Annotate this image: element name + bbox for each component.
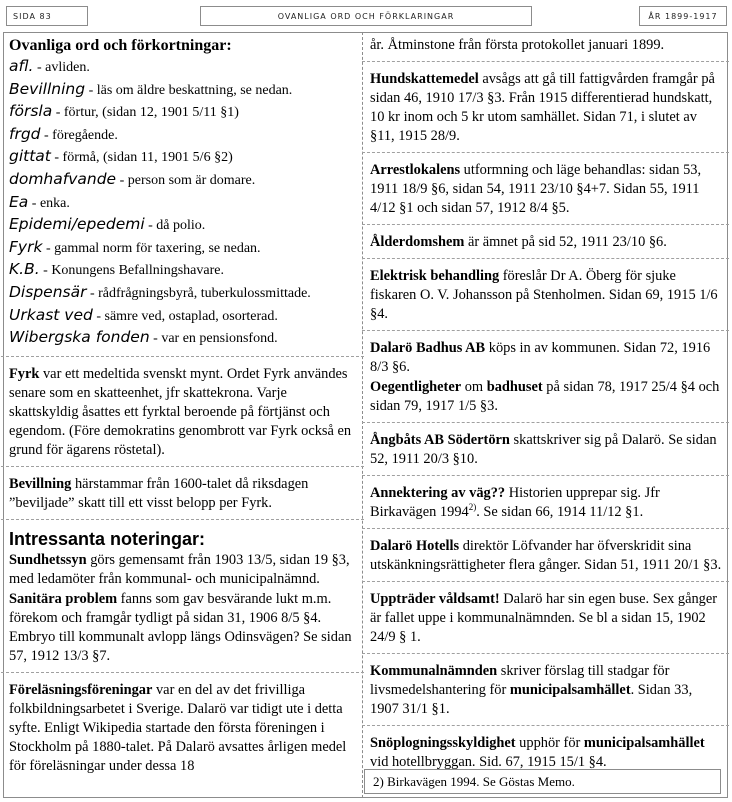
alderdomshem-text: är ämnet på sid 52, 1911 23/10 §6. (464, 234, 667, 250)
snoplogning-paragraph (370, 734, 722, 772)
annektering-paragraph (370, 484, 722, 522)
vocab-definition: - person som är domare. (116, 172, 256, 188)
vocab-heading: Ovanliga ord och förkortningar: (9, 37, 232, 54)
vocab-definition: - gammal norm för taxering, se nedan. (42, 240, 261, 256)
badhus-text: köps in av kommunen. Sidan 72, 1916 8/3 §6. (370, 340, 711, 375)
year-range-box (639, 6, 727, 26)
bevillning-term: Bevillning (9, 475, 72, 492)
vocab-definition: - förtur, (sidan 12, 1901 5/11 §1) (52, 105, 239, 121)
snoplogning-text: upphör för (515, 735, 584, 751)
sanitara-text: fanns som gav besvärande lukt m.m. förekom och framgår tydligt på sidan 31, 1906 8/5 §4. Embryo till kommunalt avlopp längs Odinsvägen? Se sidan 57, 1912 13/3 §7. (9, 590, 352, 664)
vocab-definition: - Konungens Befallningshavare. (39, 263, 224, 279)
vocab-item (9, 101, 357, 124)
vocab-term: Bevillning (9, 79, 86, 98)
bevillning-paragraph (9, 475, 357, 513)
sundhetssyn-paragraph (9, 551, 357, 589)
vocab-item (9, 192, 357, 215)
arrest-paragraph (370, 161, 722, 218)
fyrk-text: var ett medeltida svenskt mynt. Ordet Fyrk användes senare som en skatteenhet, jfr skattekrona. Varje skattskyldig åsattes ett fyrktal beroende på förtjänst och egendom. (Före demokratins genombrott var Fyrk också en grund för ägarens röstetal). (9, 365, 352, 458)
vocab-item (9, 214, 357, 237)
column-divider (362, 32, 363, 798)
vocab-term: domhafvande (9, 169, 117, 188)
vocab-list (9, 56, 357, 350)
vocab-definition: - sämre ved, ostaplad, osorterad. (92, 308, 278, 324)
page-number-box (6, 6, 88, 26)
separator (362, 224, 729, 225)
sundhetssyn-term: Sundhetssyn (9, 551, 87, 568)
separator (1, 519, 364, 520)
footnote-ref: 2) (468, 502, 477, 513)
vocab-item (9, 237, 357, 260)
oegentligheter-paragraph (370, 378, 722, 416)
vocab-definition: - då polio. (144, 218, 206, 234)
separator (362, 61, 729, 62)
angbat-paragraph (370, 431, 722, 469)
page-number: SIDA 83 (13, 11, 52, 21)
vocab-term: afl. (9, 57, 34, 75)
forelasning-paragraph (9, 681, 357, 776)
snoplogning-text-2: vid hotellbryggan. Sid. 67, 1915 15/1 §4. (370, 754, 607, 770)
vocab-item (9, 282, 357, 305)
vocab-definition: - avliden. (33, 60, 90, 75)
separator (362, 528, 729, 529)
continuation-paragraph (370, 36, 722, 55)
hundskatt-text: avsågs att gå till fattigvården framgår på sidan 46, 1910 17/3 §3. Från 1915 differentierad hundskatt, 10 kr inom och 5 kr utom samhället. Sidan 71, i slutet av §11, 1915 28/9. (370, 71, 715, 144)
oegentligheter-connector: om (461, 379, 487, 395)
continuation-text: år. Åtminstone från första protokollet januari 1899. (370, 37, 665, 53)
kommunalnamnden-paragraph (370, 662, 722, 719)
kommunalnamnden-text: skriver förslag till stadgar för livsmedelshantering för (370, 663, 670, 698)
vocab-item (9, 124, 357, 147)
separator (1, 672, 364, 673)
forelasning-text: var en del av det frivilliga folkbildningsarbetet i Sverige. Dalarö var tidigt ute i detta syfte. Enligt Wikipedia startade den första föreningen i Stockholm på 1880-talet. På Dalarö avsattes årligen medel för föreläsningar under dessa 18 (9, 681, 347, 774)
vocab-term: Epidemi/epedemi (9, 215, 145, 234)
kommunalnamnden-term: Kommunalnämnden (370, 663, 498, 679)
vocab-term: frgd (9, 124, 41, 143)
sundhetssyn-text: görs gemensamt från 1903 13/5, sidan 19 §3, med ledamöter från kommunal- och municipalnämnd. (9, 551, 350, 587)
page-title-box (200, 6, 532, 26)
separator (362, 422, 729, 423)
vocab-item (9, 305, 357, 328)
vocab-definition: - enka. (28, 195, 70, 211)
badhus-paragraph (370, 339, 722, 377)
kommunalnamnden-term-2: municipalsamhället (509, 682, 631, 698)
vocab-definition: - läs om äldre beskattning, se nedan. (85, 82, 293, 98)
arrest-term: Arrestlokalens (370, 162, 461, 178)
uppträder-paragraph (370, 590, 722, 647)
separator (1, 466, 364, 467)
sanitara-paragraph (9, 590, 357, 666)
annektering-term: Annektering av väg?? (370, 485, 506, 501)
snoplogning-term: Snöplogningsskyldighet (370, 735, 516, 751)
page-title: OVANLIGA ORD OCH FÖRKLARINGAR (277, 11, 455, 21)
hundskatt-paragraph (370, 70, 722, 146)
vocab-definition: - var en pensionsfond. (149, 331, 278, 347)
kommunalnamnden-text-2: . Sidan 33, 1907 31/1 §1. (370, 682, 693, 717)
elektrisk-term: Elektrisk behandling (370, 268, 500, 284)
elektrisk-paragraph (370, 267, 722, 324)
vocab-item (9, 56, 357, 79)
vocab-item (9, 259, 357, 282)
separator (362, 152, 729, 153)
vocab-term: K.B. (9, 260, 40, 279)
vocab-item (9, 79, 357, 102)
forelasning-term: Föreläsningsföreningar (9, 681, 153, 698)
vocab-definition: - förmå, (sidan 11, 1901 5/6 §2) (50, 150, 233, 166)
vocab-term: Ea (9, 192, 29, 211)
uppträder-term: Uppträder våldsamt! (370, 591, 500, 607)
uppträder-text: Dalarö har sin egen buse. Sex gånger är fallet uppe i kommunalnämnden. Se bl a sidan 15, 1902 24/9 § 1. (370, 591, 718, 645)
vocab-term: Dispensär (9, 282, 87, 301)
vocab-item (9, 169, 357, 192)
left-column (9, 36, 357, 776)
badhus-term: Dalarö Badhus AB (370, 340, 486, 356)
vocab-term: Wibergska fonden (9, 328, 150, 347)
hotell-text: direktör Löfvander har öfverskridit sina utskänkningsrättigheter flera gånger. Sidan 51, 1911 20/1 §3. (370, 538, 722, 573)
separator (362, 330, 729, 331)
hotell-paragraph (370, 537, 722, 575)
oegentligheter-term: Oegentligheter (370, 379, 462, 395)
vocab-term: förslа (9, 102, 53, 121)
footnote: 2) Birkavägen 1994. Se Göstas Memo. (364, 769, 721, 794)
snoplogning-term-2: municipalsamhället (583, 735, 705, 751)
right-column (370, 36, 722, 772)
bevillning-text: härstammar från 1600-talet då riksdagen ”beviljade” skatt till ett visst belopp per Fyrk. (9, 475, 309, 511)
vocab-definition: - föregående. (40, 127, 118, 143)
elektrisk-text: föreslår Dr A. Öberg för sjuke fiskaren O. V. Johansson på Stenholmen. Sidan 69, 1915 1/6 §4. (370, 268, 718, 322)
hotell-term: Dalarö Hotells (370, 538, 460, 554)
oegentligheter-term-2: badhuset (486, 379, 543, 395)
vocab-item (9, 327, 357, 350)
angbat-term: Ångbåts AB Södertörn (370, 432, 510, 448)
vocab-term: gittat (9, 147, 51, 166)
year-range: ÅR 1899-1917 (648, 11, 718, 21)
separator (1, 356, 364, 357)
vocab-term: Fyrk (9, 237, 43, 256)
separator (362, 653, 729, 654)
vocab-item (9, 146, 357, 169)
annektering-text: Historien upprepar sig. Jfr Birkavägen 1994 (370, 485, 660, 520)
vocab-term: Urkast ved (9, 305, 93, 324)
hundskatt-term: Hundskattemedel (370, 71, 479, 87)
separator (362, 258, 729, 259)
separator (362, 475, 729, 476)
sanitara-term: Sanitära problem (9, 590, 118, 607)
vocab-definition: - rådfrågningsbyrå, tuberkulossmittade. (86, 285, 311, 301)
angbat-text: skattskriver sig på Dalarö. Se sidan 52, 1911 20/3 §10. (370, 432, 717, 467)
annektering-text-2: . Se sidan 66, 1914 11/12 §1. (476, 504, 644, 520)
notes-heading: Intressanta noteringar: (9, 528, 206, 549)
arrest-text: utformning och läge behandlas: sidan 53, 1911 18/9 §6, sidan 54, 1911 23/10 §4+7. Sidan 55, 1911 4/12 §1 och sidan 57, 1912 8/4 §5. (370, 162, 702, 216)
oegentligheter-text: på sidan 78, 1917 25/4 §4 och sidan 79, 1917 1/5 §3. (370, 379, 720, 414)
separator (362, 581, 729, 582)
alderdomshem-term: Ålderdomshem (370, 234, 465, 250)
fyrk-term: Fyrk (9, 365, 40, 382)
fyrk-paragraph (9, 365, 357, 460)
separator (362, 725, 729, 726)
alderdomshem-paragraph (370, 233, 722, 252)
